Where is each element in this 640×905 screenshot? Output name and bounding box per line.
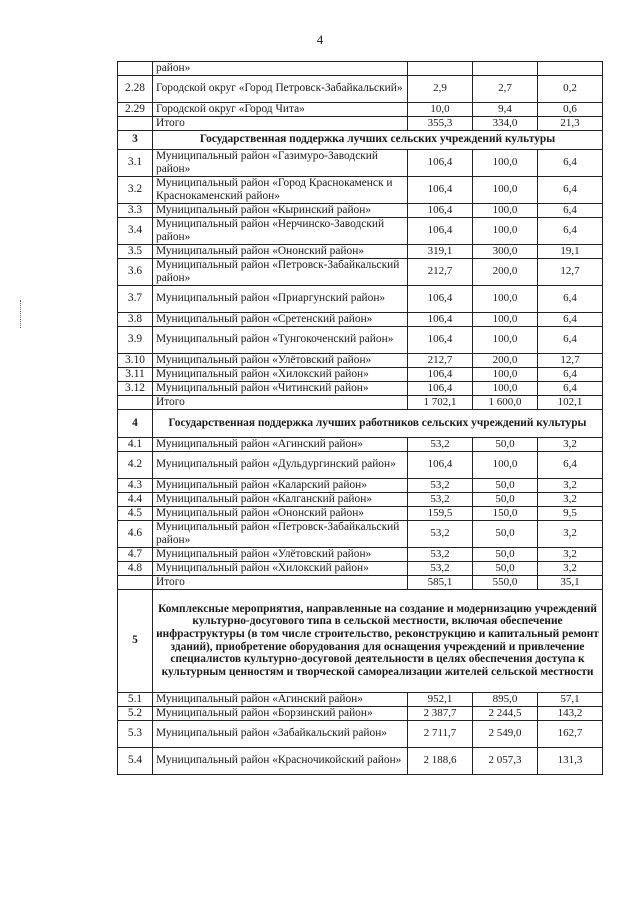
- row-name: Муниципальный район «Улётовский район»: [153, 353, 408, 367]
- row-number: 3.12: [118, 381, 153, 395]
- table-row: [118, 520, 603, 547]
- value-col-1: 106,4: [408, 326, 473, 353]
- row-name: Муниципальный район «Красночикойский район»: [153, 747, 408, 774]
- section-header-row: [118, 130, 603, 149]
- value-col-3: 6,4: [538, 217, 603, 244]
- row-number: 5.2: [118, 706, 153, 720]
- table-row: [118, 478, 603, 492]
- value-col-2: 100,0: [473, 451, 538, 478]
- value-col-1: 159,5: [408, 506, 473, 520]
- value-col-3: 6,4: [538, 285, 603, 312]
- value-col-1: 212,7: [408, 353, 473, 367]
- value-col-2: 50,0: [473, 547, 538, 561]
- total-row: [118, 395, 603, 409]
- row-name: Муниципальный район «Тунгокоченский район»: [153, 326, 408, 353]
- value-col-3: 102,1: [538, 395, 603, 409]
- table-row: [118, 258, 603, 285]
- value-col-2: 334,0: [473, 116, 538, 130]
- row-number: 4.3: [118, 478, 153, 492]
- value-col-2: 100,0: [473, 203, 538, 217]
- row-number: 4.2: [118, 451, 153, 478]
- row-name: Муниципальный район «Хилокский район»: [153, 367, 408, 381]
- row-number: 3.3: [118, 203, 153, 217]
- value-col-3: 9,5: [538, 506, 603, 520]
- value-col-2: 550,0: [473, 575, 538, 589]
- value-col-2: 100,0: [473, 381, 538, 395]
- value-col-2: 100,0: [473, 367, 538, 381]
- value-col-1: 53,2: [408, 547, 473, 561]
- row-name: Муниципальный район «Борзинский район»: [153, 706, 408, 720]
- value-col-2: 200,0: [473, 353, 538, 367]
- value-col-3: 3,2: [538, 437, 603, 451]
- table-row: [118, 492, 603, 506]
- table-row: [118, 176, 603, 203]
- row-number: [118, 62, 153, 76]
- value-col-3: 12,7: [538, 258, 603, 285]
- value-col-2: [473, 62, 538, 76]
- value-col-1: 106,4: [408, 312, 473, 326]
- row-name: Муниципальный район «Калганский район»: [153, 492, 408, 506]
- table-row: [118, 244, 603, 258]
- value-col-2: 100,0: [473, 176, 538, 203]
- value-col-1: 106,4: [408, 381, 473, 395]
- value-col-1: 53,2: [408, 561, 473, 575]
- value-col-2: 100,0: [473, 312, 538, 326]
- row-name: Итого: [153, 116, 408, 130]
- row-name: Муниципальный район «Агинский район»: [153, 437, 408, 451]
- row-number: 5.1: [118, 692, 153, 706]
- table-row: [118, 720, 603, 747]
- value-col-3: 19,1: [538, 244, 603, 258]
- table-row: [118, 326, 603, 353]
- value-col-1: 319,1: [408, 244, 473, 258]
- value-col-1: 2 387,7: [408, 706, 473, 720]
- row-number: 3.11: [118, 367, 153, 381]
- row-number: 5.4: [118, 747, 153, 774]
- table-row: [118, 102, 603, 116]
- value-col-3: 3,2: [538, 520, 603, 547]
- value-col-2: 100,0: [473, 217, 538, 244]
- section-number: 3: [118, 130, 153, 149]
- value-col-1: 2 188,6: [408, 747, 473, 774]
- value-col-3: 162,7: [538, 720, 603, 747]
- table-row: [118, 75, 603, 102]
- section-title: Государственная поддержка лучших работников сельских учреждений культуры: [153, 409, 603, 437]
- table-row: [118, 506, 603, 520]
- value-col-1: 952,1: [408, 692, 473, 706]
- value-col-3: 12,7: [538, 353, 603, 367]
- row-number: 3.4: [118, 217, 153, 244]
- section-header-row: [118, 589, 603, 692]
- row-number: [118, 395, 153, 409]
- value-col-2: 2 057,3: [473, 747, 538, 774]
- value-col-3: 6,4: [538, 326, 603, 353]
- row-number: 2.28: [118, 75, 153, 102]
- row-name: Итого: [153, 575, 408, 589]
- value-col-2: 50,0: [473, 478, 538, 492]
- value-col-3: 35,1: [538, 575, 603, 589]
- table-row: [118, 692, 603, 706]
- table-row: [118, 747, 603, 774]
- value-col-2: 50,0: [473, 437, 538, 451]
- row-number: 4.6: [118, 520, 153, 547]
- value-col-3: 6,4: [538, 451, 603, 478]
- row-name: район»: [153, 62, 408, 76]
- value-col-2: 50,0: [473, 520, 538, 547]
- value-col-1: 106,4: [408, 149, 473, 176]
- section-title: Государственная поддержка лучших сельских учреждений культуры: [153, 130, 603, 149]
- value-col-2: 100,0: [473, 149, 538, 176]
- value-col-1: 355,3: [408, 116, 473, 130]
- value-col-3: 0,2: [538, 75, 603, 102]
- table-row: [118, 437, 603, 451]
- row-name: Муниципальный район «Петровск-Забайкальский район»: [153, 258, 408, 285]
- value-col-1: 585,1: [408, 575, 473, 589]
- value-col-2: 200,0: [473, 258, 538, 285]
- row-name: Муниципальный район «Кыринский район»: [153, 203, 408, 217]
- row-name: Муниципальный район «Ононский район»: [153, 244, 408, 258]
- table-row: [118, 561, 603, 575]
- row-name: Муниципальный район «Агинский район»: [153, 692, 408, 706]
- value-col-2: 100,0: [473, 326, 538, 353]
- row-name: Муниципальный район «Хилокский район»: [153, 561, 408, 575]
- total-row: [118, 116, 603, 130]
- row-name: Городской округ «Город Чита»: [153, 102, 408, 116]
- section-header-row: [118, 409, 603, 437]
- section-number: 5: [118, 589, 153, 692]
- section-title: Комплексные мероприятия, направленные на создание и модернизацию учреждений культурно-досугового типа в сельской местности, включая обеспечение инфраструктуры (в том числе строительство, реконструкцию и капитальный ремонт зданий), приобретение оборудования для оснащения учреждений и привлечение специалистов культурно-досуговой деятельности в целях обеспечения доступа к культурным ценностям и творческой самореализации жителей сельской местности: [153, 589, 603, 692]
- row-number: 3.6: [118, 258, 153, 285]
- row-number: 3.10: [118, 353, 153, 367]
- value-col-3: 6,4: [538, 203, 603, 217]
- row-name: Муниципальный район «Петровск-Забайкальский район»: [153, 520, 408, 547]
- table-row: [118, 203, 603, 217]
- row-number: 4.1: [118, 437, 153, 451]
- row-number: 3.9: [118, 326, 153, 353]
- value-col-1: 106,4: [408, 285, 473, 312]
- margin-scan-mark: [20, 300, 25, 328]
- row-number: 3.2: [118, 176, 153, 203]
- total-row: [118, 575, 603, 589]
- value-col-2: 895,0: [473, 692, 538, 706]
- row-name: Городской округ «Город Петровск-Забайкальский»: [153, 75, 408, 102]
- table-row: [118, 451, 603, 478]
- value-col-1: 53,2: [408, 520, 473, 547]
- value-col-3: 3,2: [538, 561, 603, 575]
- value-col-2: 2 244,5: [473, 706, 538, 720]
- value-col-3: 6,4: [538, 176, 603, 203]
- row-number: [118, 116, 153, 130]
- value-col-2: 50,0: [473, 561, 538, 575]
- funding-table-body: [118, 62, 603, 775]
- row-number: 4.4: [118, 492, 153, 506]
- value-col-2: 2 549,0: [473, 720, 538, 747]
- value-col-1: 2 711,7: [408, 720, 473, 747]
- value-col-3: 3,2: [538, 478, 603, 492]
- row-number: 3.1: [118, 149, 153, 176]
- value-col-2: 50,0: [473, 492, 538, 506]
- table-row: [118, 706, 603, 720]
- funding-table: [117, 61, 603, 775]
- table-row: [118, 381, 603, 395]
- value-col-3: [538, 62, 603, 76]
- table-row: [118, 367, 603, 381]
- row-number: 3.5: [118, 244, 153, 258]
- table-row: [118, 217, 603, 244]
- row-number: 4.7: [118, 547, 153, 561]
- table-row: [118, 353, 603, 367]
- value-col-3: 21,3: [538, 116, 603, 130]
- row-name: Итого: [153, 395, 408, 409]
- value-col-3: 0,6: [538, 102, 603, 116]
- row-name: Муниципальный район «Нерчинско-Заводский район»: [153, 217, 408, 244]
- value-col-3: 143,2: [538, 706, 603, 720]
- value-col-1: 106,4: [408, 451, 473, 478]
- value-col-1: 1 702,1: [408, 395, 473, 409]
- value-col-3: 6,4: [538, 381, 603, 395]
- row-name: Муниципальный район «Читинский район»: [153, 381, 408, 395]
- value-col-1: 106,4: [408, 203, 473, 217]
- value-col-1: 53,2: [408, 478, 473, 492]
- table-row: [118, 62, 603, 76]
- row-name: Муниципальный район «Газимуро-Заводский район»: [153, 149, 408, 176]
- table-row: [118, 149, 603, 176]
- row-name: Муниципальный район «Улётовский район»: [153, 547, 408, 561]
- row-number: 4.8: [118, 561, 153, 575]
- value-col-2: 1 600,0: [473, 395, 538, 409]
- value-col-1: 212,7: [408, 258, 473, 285]
- row-name: Муниципальный район «Ононский район»: [153, 506, 408, 520]
- row-name: Муниципальный район «Забайкальский район»: [153, 720, 408, 747]
- row-name: Муниципальный район «Город Краснокаменск и Краснокаменский район»: [153, 176, 408, 203]
- value-col-3: 6,4: [538, 312, 603, 326]
- value-col-2: 100,0: [473, 285, 538, 312]
- value-col-3: 57,1: [538, 692, 603, 706]
- page-number: 4: [316, 32, 324, 47]
- value-col-3: 3,2: [538, 492, 603, 506]
- value-col-2: 300,0: [473, 244, 538, 258]
- section-number: 4: [118, 409, 153, 437]
- table-row: [118, 312, 603, 326]
- value-col-1: 106,4: [408, 367, 473, 381]
- row-number: [118, 575, 153, 589]
- row-number: 4.5: [118, 506, 153, 520]
- value-col-3: 6,4: [538, 149, 603, 176]
- row-number: 2.29: [118, 102, 153, 116]
- value-col-2: 2,7: [473, 75, 538, 102]
- value-col-1: 53,2: [408, 437, 473, 451]
- value-col-1: 106,4: [408, 217, 473, 244]
- value-col-1: 2,9: [408, 75, 473, 102]
- value-col-1: 106,4: [408, 176, 473, 203]
- value-col-1: [408, 62, 473, 76]
- row-number: 3.7: [118, 285, 153, 312]
- table-row: [118, 285, 603, 312]
- value-col-2: 9,4: [473, 102, 538, 116]
- row-name: Муниципальный район «Дульдургинский район»: [153, 451, 408, 478]
- table-row: [118, 547, 603, 561]
- value-col-3: 131,3: [538, 747, 603, 774]
- row-name: Муниципальный район «Каларский район»: [153, 478, 408, 492]
- value-col-1: 53,2: [408, 492, 473, 506]
- value-col-1: 10,0: [408, 102, 473, 116]
- value-col-3: 6,4: [538, 367, 603, 381]
- row-name: Муниципальный район «Приаргунский район»: [153, 285, 408, 312]
- value-col-3: 3,2: [538, 547, 603, 561]
- row-number: 3.8: [118, 312, 153, 326]
- row-number: 5.3: [118, 720, 153, 747]
- row-name: Муниципальный район «Сретенский район»: [153, 312, 408, 326]
- value-col-2: 150,0: [473, 506, 538, 520]
